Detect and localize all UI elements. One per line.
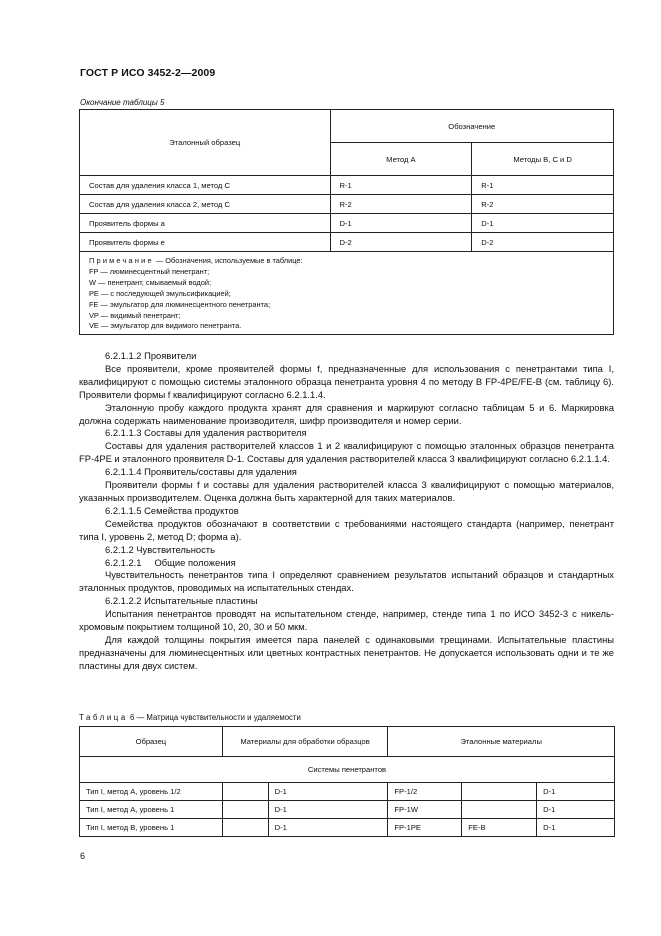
table-cell: FP-1W — [388, 801, 462, 819]
paragraph: Составы для удаления растворителей классов 1 и 2 квалифицируют с помощью эталонных образцов пенетранта FP-4PE и эталонного проявителя D-1. Составы для удаления растворителей класса 3 квалифицируют согласно 6.2.1.1.4. — [79, 440, 614, 465]
paragraph: Проявители формы f и составы для удаления растворителей класса 3 квалифицируют с помощью материалов, указанных производителем. Оценка должна быть характерной для таких материалов. — [79, 479, 614, 503]
table-cell: Состав для удаления класса 2, метод С — [80, 195, 331, 214]
note-line: W — пенетрант, смываемый водой; — [89, 277, 212, 287]
table-cell: D-1 — [537, 801, 615, 819]
table-cell: D-1 — [537, 783, 615, 801]
section-heading: 6.2.1.2.1 Общие положения — [105, 556, 236, 568]
table5-col-header-method-a: Метод А — [330, 143, 472, 176]
table-cell — [462, 801, 537, 819]
table5-col-header-methods-bcd: Методы В, С и D — [472, 143, 614, 176]
table6-caption — [79, 713, 301, 722]
table-cell: Проявитель формы а — [80, 214, 331, 233]
table5-caption: Окончание таблицы 5 — [80, 98, 165, 107]
table-row — [80, 233, 614, 252]
table-row — [80, 801, 615, 819]
table6-col-header-reference: Эталонные материалы — [388, 727, 615, 757]
section-heading: 6.2.1.2.2 Испытательные пластины — [105, 595, 258, 607]
table-row — [80, 195, 614, 214]
paragraph: Семейства продуктов обозначают в соответствии с требованиями настоящего стандарта (например, пенетрант типа I, уровень 2, метод D; форма а). — [79, 517, 614, 542]
table-cell: FE-B — [462, 819, 537, 837]
table6-caption-title: 6 — Матрица чувствительности и удаляемости — [127, 713, 301, 722]
table5-group-header: Обозначение — [330, 110, 613, 143]
paragraph: Чувствительность пенетрантов типа I определяют сравнением результатов испытаний образцов и стандартных эталонных продуктов, проводимых на испытательных стендах. — [79, 569, 614, 594]
table-cell: Тип I, метод А, уровень 1/2 — [80, 783, 223, 801]
paragraph: Испытания пенетрантов проводят на испытательном стенде, например, стенде типа 1 по ИСО 3452-3 с никель-хромовым покрытием толщиной 10, 20, 30 и 50 мкм. — [79, 608, 614, 633]
note-label: Примечание — [89, 256, 154, 265]
document-header: ГОСТ Р ИСО 3452-2—2009 — [80, 67, 216, 79]
section-heading: 6.2.1.1.3 Составы для удаления растворителя — [105, 427, 307, 439]
section-heading: 6.2.1.1.2 Проявители — [105, 350, 197, 361]
table-cell: D-1 — [268, 783, 388, 801]
table5-note — [80, 252, 614, 335]
body-text — [79, 350, 614, 673]
paragraph: Все проявители, кроме проявителей формы f, предназначенные для использования с пенетрантами типа I, квалифицируют с помощью системы эталонного образца пенетранта уровня 4 по методу В FP-4PE/FE-B (см. таблицу 6). Проявители формы f квалифицируют согласно 6.2.1.1.4. — [79, 362, 614, 400]
table-cell — [462, 783, 537, 801]
table-row — [80, 214, 614, 233]
table-cell: Состав для удаления класса 1, метод С — [80, 176, 331, 195]
table-cell: Тип I, метод А, уровень 1 — [80, 801, 223, 819]
table6-col-header-materials: Материалы для обработки образцов — [222, 727, 388, 757]
table-cell: D-1 — [268, 801, 388, 819]
table-cell — [222, 819, 268, 837]
table6-col-header-sample: Образец — [80, 727, 223, 757]
table-5 — [79, 109, 614, 335]
table-row — [80, 783, 615, 801]
table-cell: R-1 — [472, 176, 614, 195]
table-cell: R-2 — [330, 195, 472, 214]
table-cell: D-2 — [472, 233, 614, 252]
table6-caption-label: Таблица — [79, 713, 128, 722]
note-line: VP — видимый пенетрант; — [89, 310, 181, 320]
note-intro: — Обозначения, используемые в таблице: — [153, 256, 303, 265]
table-cell: R-1 — [330, 176, 472, 195]
paragraph: Эталонную пробу каждого продукта хранят для сравнения и маркируют согласно таблицам 5 и 6. Маркировка должна содержать наименование производителя, шифр производителя и номер серии. — [79, 401, 614, 426]
table-cell: R-2 — [472, 195, 614, 214]
table-cell: D-1 — [472, 214, 614, 233]
table-cell: D-1 — [330, 214, 472, 233]
table-cell: D-1 — [537, 819, 615, 837]
table-cell — [222, 801, 268, 819]
page-number: 6 — [80, 851, 86, 861]
table-row — [80, 176, 614, 195]
note-line: FE — эмульгатор для люминесцентного пенетранта; — [89, 299, 271, 309]
paragraph: Для каждой толщины покрытия имеется пара панелей с одинаковыми трещинами. Испытательные пластины предназначены для люминесцентных или цветных контрастных пенетрантов. Не допускается использовать одни и те же пластины для двух систем. — [79, 633, 614, 671]
table-cell: Проявитель формы е — [80, 233, 331, 252]
table-row — [80, 819, 615, 837]
note-line: FP — люминесцентный пенетрант; — [89, 266, 210, 276]
table-cell: D-2 — [330, 233, 472, 252]
table5-col-header-sample: Эталонный образец — [80, 110, 331, 176]
section-heading: 6.2.1.2 Чувствительность — [105, 543, 215, 555]
note-line: PE — с последующей эмульсификацией; — [89, 288, 231, 298]
table-6 — [79, 726, 615, 837]
table-cell — [222, 783, 268, 801]
table6-subheader: Системы пенетрантов — [80, 757, 615, 783]
section-heading: 6.2.1.1.4 Проявитель/составы для удаления — [105, 466, 297, 478]
table-cell: FP-1/2 — [388, 783, 462, 801]
section-heading: 6.2.1.1.5 Семейства продуктов — [105, 504, 239, 516]
table-cell: FP-1PE — [388, 819, 462, 837]
table-cell: D-1 — [268, 819, 388, 837]
note-line: VE — эмульгатор для видимого пенетранта. — [89, 321, 242, 331]
table-cell: Тип I, метод В, уровень 1 — [80, 819, 223, 837]
